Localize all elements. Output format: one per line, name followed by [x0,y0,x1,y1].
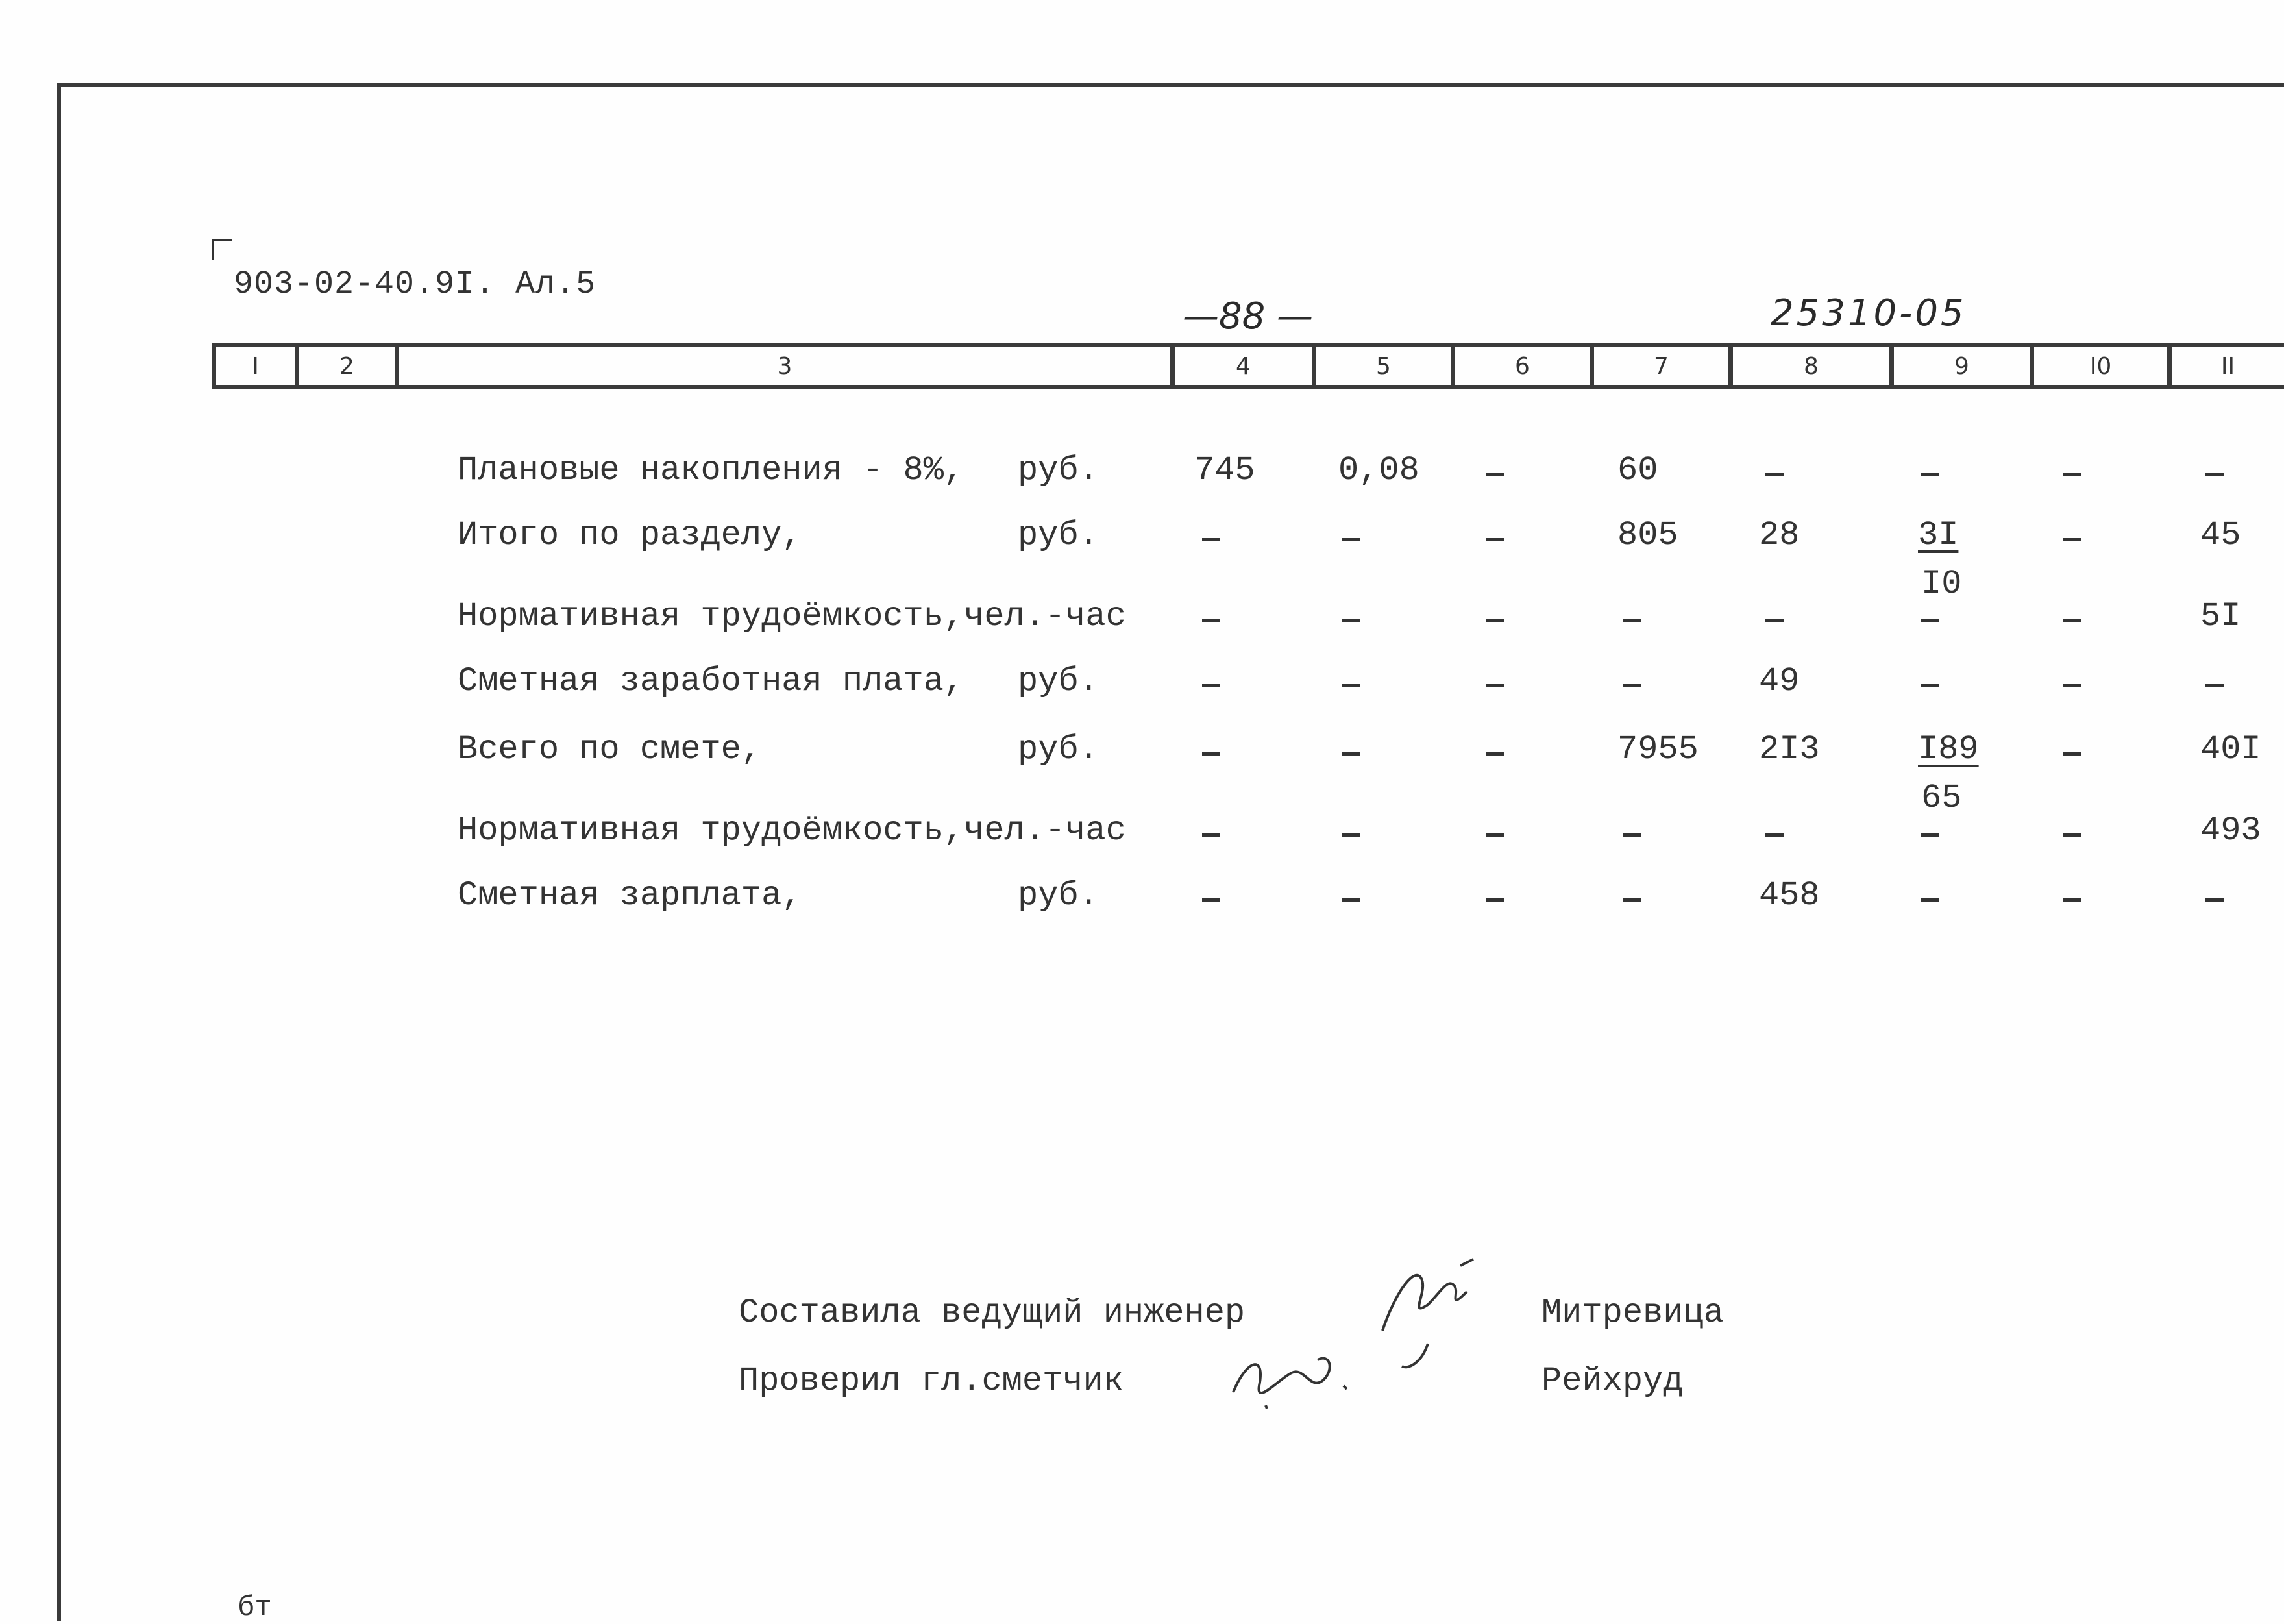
dash-mark-c7 [1623,830,1641,841]
dash-mark-c6 [1486,680,1504,692]
dash-mark-c6 [1486,615,1504,627]
header-col-3: 3 [395,343,1170,389]
dash-mark-c4 [1202,680,1220,692]
handwritten-signature-2 [1220,1334,1363,1418]
dash-mark-c6 [1486,830,1504,841]
row-label: Нормативная трудоёмкость,чел.-час [458,811,1126,850]
row-label: Итого по разделу, [458,516,802,554]
dash-mark-c5 [1342,894,1360,906]
dash-mark-c8 [1765,830,1784,841]
header-col-5: 5 [1312,343,1451,389]
dash-mark-c5 [1342,534,1360,546]
signature-name-compiled: Митревица [1541,1294,1724,1332]
row-label: Сметная заработная плата, [458,662,964,700]
row-label: Плановые накопления - 8%, [458,451,964,489]
dash-mark-c6 [1486,748,1504,760]
frame-left-border [57,83,61,1621]
dash-mark-c10 [2063,534,2081,546]
dash-mark-c8 [1765,469,1784,481]
row-cell-c11: 45 [2200,516,2241,554]
signature-name-checked: Рейхруд [1541,1362,1684,1400]
dash-mark-c4 [1202,748,1220,760]
corner-mark [212,239,232,260]
row-cell-c8: 458 [1759,876,1820,915]
dash-mark-c10 [2063,680,2081,692]
header-col-4: 4 [1170,343,1312,389]
row-label: Всего по смете, [458,730,762,769]
row-unit: руб. [1018,451,1099,489]
sheet-reference: 25310-05 [1771,292,1967,334]
dash-mark-c4 [1202,894,1220,906]
dash-mark-c4 [1202,534,1220,546]
page-number: —88 — [1183,295,1314,338]
dash-mark-c5 [1342,615,1360,627]
dash-mark-c7 [1623,894,1641,906]
row-cell-c9: I89 [1918,730,1979,769]
dash-mark-c9 [1921,894,1939,906]
row-cell-c5: 0,08 [1338,451,1419,489]
header-col-2: 2 [295,343,395,389]
row-cell-c8: 28 [1759,516,1800,554]
frame-top-border [57,83,2284,87]
dash-mark-c10 [2063,894,2081,906]
row-unit: руб. [1018,730,1099,769]
row-label: Нормативная трудоёмкость,чел.-час [458,597,1126,635]
header-col-1: I [212,343,295,389]
dash-mark-c10 [2063,830,2081,841]
row-cell-c11: 40I [2200,730,2261,769]
header-col-10: I0 [2030,343,2167,389]
dash-mark-c6 [1486,469,1504,481]
header-col-7: 7 [1590,343,1728,389]
dash-mark-c4 [1202,830,1220,841]
header-col-11: II [2167,343,2284,389]
dash-mark-c4 [1202,615,1220,627]
dash-mark-c6 [1486,894,1504,906]
row-cell-c11: 5I [2200,597,2241,635]
dash-mark-c6 [1486,534,1504,546]
row-unit: руб. [1018,876,1099,915]
row-label: Сметная зарплата, [458,876,802,915]
dash-mark-c10 [2063,615,2081,627]
row-cell-c4: 745 [1194,451,1255,489]
dash-mark-c11 [2205,469,2224,481]
dash-mark-c9 [1921,830,1939,841]
footer-mark: бт [238,1592,272,1624]
dash-mark-c5 [1342,830,1360,841]
row-unit: руб. [1018,662,1099,700]
signature-role-checked: Проверил гл.сметчик [739,1362,1124,1400]
dash-mark-c5 [1342,680,1360,692]
dash-mark-c9 [1921,680,1939,692]
dash-mark-c11 [2205,894,2224,906]
row-cell-c11: 493 [2200,811,2261,850]
dash-mark-c10 [2063,469,2081,481]
row-cell-c7: 60 [1617,451,1658,489]
document-code: 903-02-40.9I. Ал.5 [234,266,596,303]
header-col-8: 8 [1728,343,1889,389]
row-cell-c9-sub: 65 [1921,779,1962,817]
column-number-header [212,343,2284,389]
handwritten-signature-1 [1369,1253,1480,1370]
row-cell-c9: 3I [1918,516,1959,554]
dash-mark-c9 [1921,469,1939,481]
dash-mark-c5 [1342,748,1360,760]
header-col-6: 6 [1451,343,1590,389]
dash-mark-c7 [1623,680,1641,692]
dash-mark-c7 [1623,615,1641,627]
dash-mark-c9 [1921,615,1939,627]
signature-role-compiled: Составила ведущий инженер [739,1294,1246,1332]
header-col-9: 9 [1889,343,2030,389]
dash-mark-c10 [2063,748,2081,760]
dash-mark-c8 [1765,615,1784,627]
row-cell-c8: 49 [1759,662,1800,700]
row-cell-c8: 2I3 [1759,730,1820,769]
row-cell-c9-sub: I0 [1921,565,1962,603]
row-cell-c7: 805 [1617,516,1678,554]
dash-mark-c11 [2205,680,2224,692]
row-unit: руб. [1018,516,1099,554]
row-cell-c7: 7955 [1617,730,1699,769]
